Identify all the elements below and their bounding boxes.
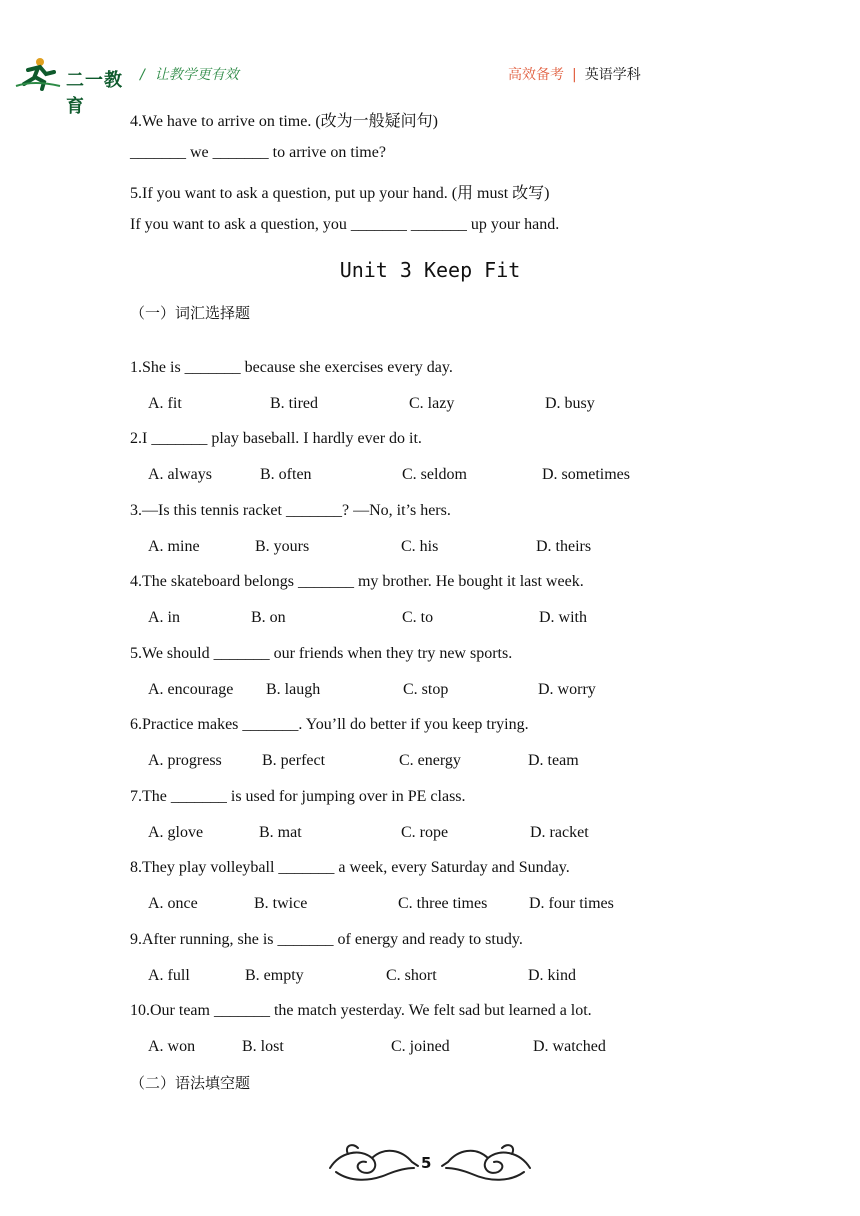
brand-name: 二一教育 — [66, 70, 123, 117]
option: D. racket — [530, 824, 589, 841]
question-stem: 7.The _______ is used for jumping over in PE class. — [130, 788, 466, 805]
option: D. with — [539, 609, 587, 626]
slogan-text: 让教学更有效 — [154, 67, 239, 83]
page-footer — [0, 1138, 860, 1188]
header-right — [508, 64, 641, 84]
option: D. team — [528, 752, 579, 769]
option: C. stop — [403, 681, 449, 698]
option: C. joined — [391, 1038, 450, 1055]
question-stem: 3.—Is this tennis racket _______? —No, it’s hers. — [130, 502, 451, 519]
header-accent: 高效备考 — [508, 67, 564, 83]
option: C. short — [386, 967, 437, 984]
option: B. empty — [245, 967, 304, 984]
prev-line: If you want to ask a question, you _______ _______ up your hand. — [130, 216, 560, 233]
option: A. once — [148, 895, 198, 912]
header-subject: 英语学科 — [584, 67, 641, 83]
option: A. mine — [148, 538, 200, 555]
option: A. full — [148, 967, 190, 984]
option: D. four times — [529, 895, 614, 912]
option: B. on — [251, 609, 286, 626]
slogan: / 让教学更有效 — [140, 67, 239, 83]
prev-line: _______ we _______ to arrive on time? — [130, 144, 386, 161]
option: C. energy — [399, 752, 461, 769]
option: D. theirs — [536, 538, 592, 555]
option: B. yours — [255, 538, 310, 555]
option: B. mat — [259, 824, 302, 841]
option: D. kind — [528, 967, 576, 984]
question-stem: 8.They play volleyball _______ a week, every Saturday and Sunday. — [130, 859, 570, 876]
page-header — [0, 52, 860, 117]
option: A. progress — [148, 752, 222, 769]
option: A. encourage — [148, 681, 234, 698]
unit-title: Unit 3 Keep Fit — [339, 258, 521, 282]
option: D. watched — [533, 1038, 606, 1055]
section-title: （二）语法填空题 — [130, 1074, 251, 1092]
question-stem: 9.After running, she is _______ of energy and ready to study. — [130, 931, 523, 948]
question-stem: 2.I _______ play baseball. I hardly ever do it. — [130, 430, 422, 447]
option: C. lazy — [409, 395, 455, 412]
option: B. tired — [270, 395, 318, 412]
option: D. busy — [545, 395, 595, 412]
question-stem: 6.Practice makes _______. You’ll do better if you keep trying. — [130, 716, 529, 733]
header-separator: | — [572, 67, 577, 83]
option: B. laugh — [266, 681, 321, 698]
question-stem: 10.Our team _______ the match yesterday. We felt sad but learned a lot. — [130, 1002, 592, 1019]
option: B. perfect — [262, 752, 326, 769]
option: C. rope — [401, 824, 449, 841]
brand-logo — [14, 56, 126, 117]
option: C. three times — [398, 895, 488, 912]
section-title: （一）词汇选择题 — [130, 304, 251, 322]
option: A. won — [148, 1038, 196, 1055]
question-stem: 4.The skateboard belongs _______ my brother. He bought it last week. — [130, 573, 584, 590]
option: D. worry — [538, 681, 596, 698]
option: C. his — [401, 538, 439, 555]
option: C. to — [402, 609, 434, 626]
option: A. always — [148, 466, 212, 483]
option: B. lost — [242, 1038, 284, 1055]
question-stem: 5.We should _______ our friends when they try new sports. — [130, 645, 513, 662]
page-number: 5 — [421, 1154, 432, 1172]
option: B. often — [260, 466, 312, 483]
prev-line: 4.We have to arrive on time. (改为一般疑问句) — [130, 113, 438, 130]
option: B. twice — [254, 895, 308, 912]
option: A. fit — [148, 395, 182, 412]
option: A. glove — [148, 824, 204, 841]
prev-line: 5.If you want to ask a question, put up your hand. (用 must 改写) — [130, 185, 550, 202]
question-stem: 1.She is _______ because she exercises every day. — [130, 359, 453, 376]
option: A. in — [148, 609, 180, 626]
option: D. sometimes — [542, 466, 630, 483]
option: C. seldom — [402, 466, 467, 483]
runner-icon — [14, 56, 64, 92]
